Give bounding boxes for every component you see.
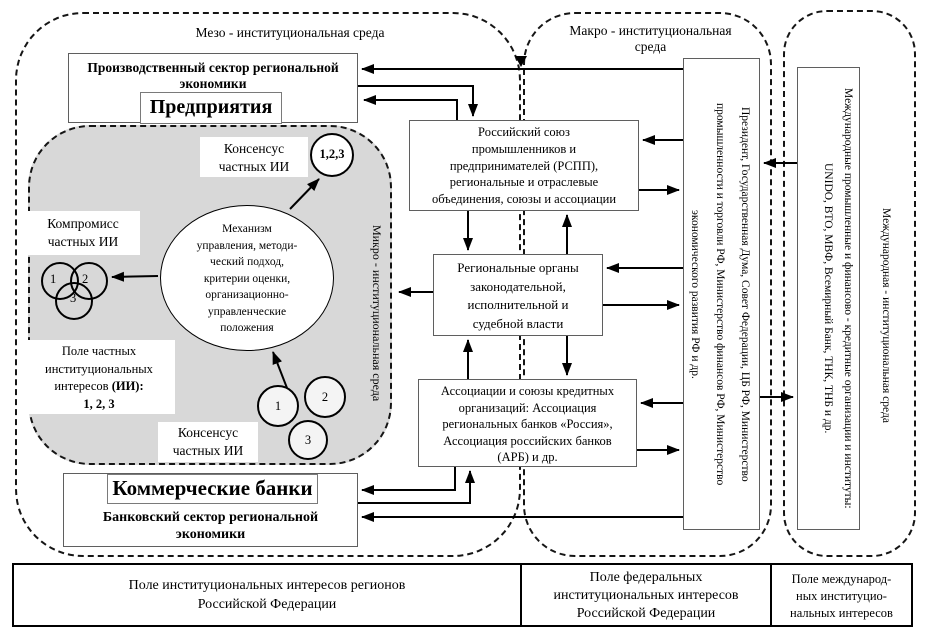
footer-regional-interests-box: Поле институциональных интересов регионов Российской Федерации: [12, 563, 522, 627]
bottom-circle-3: 3: [288, 420, 328, 460]
macro-region-label-line2: среда: [634, 39, 667, 54]
mechanism-ellipse: Механизм управления, методи- ческий подход, критерии оценки, организационно- управленческие положения: [160, 205, 334, 351]
consensus-top-line2: частных ИИ: [218, 159, 290, 174]
production-sector-line2: экономики: [179, 76, 247, 91]
macro-region-label: [558, 23, 743, 55]
venn-label-1: 1: [50, 272, 57, 286]
venn-label-2: 2: [82, 272, 89, 286]
consensus-bottom-line2: частных ИИ: [172, 443, 244, 458]
footer-federal-interests-box: Поле федеральных институциональных интересов Российской Федерации: [520, 563, 772, 627]
compromise-label: [26, 211, 140, 255]
enterprises-box: Предприятия: [140, 92, 282, 124]
banking-sector-line1: Банковский сектор региональной: [102, 510, 319, 525]
meso-region-label: Мезо - институциональная среда: [195, 25, 385, 40]
regional-authorities-box: Региональные органы законодательной, исполнительной и судебной власти: [433, 254, 603, 336]
footer-international-interests-box: Поле международ- ных институцио- нальных интересов: [770, 563, 913, 627]
international-region-label: Международная - институциональная среда: [880, 207, 892, 423]
bottom-circle-2: 2: [304, 376, 346, 418]
international-organizations-box: Международные промышленные и финансово - кредитные организации и институты: UNIDO, ВТО, МВФ, Всемирный Банк, ТНК, ТНБ и др.: [797, 67, 860, 530]
consensus-bottom-label: [158, 422, 258, 462]
consensus-top-line1: Консенсус: [223, 141, 285, 156]
venn-label-3: 3: [70, 291, 77, 305]
production-sector-line1: Производственный сектор региональной: [87, 60, 339, 75]
macro-region-label-line1: Макро - институциональная: [569, 23, 732, 38]
consensus-bottom-line1: Консенсус: [177, 425, 239, 440]
commercial-banks-box: Коммерческие банки: [107, 474, 318, 504]
consensus-top-circle: 1,2,3: [310, 133, 354, 177]
rspp-box: Российский союз промышленников и предпринимателей (РСПП), региональные и отраслевые объединения, союзы и ассоциации: [409, 120, 639, 211]
government-bodies-box: Президент, Государственная Дума, Совет Федерации, ЦБ РФ, Министерство промышленности и торговли РФ, Министерство финансов РФ, Министерство экономического развития РФ и др.: [683, 58, 760, 530]
compromise-line1: Компромисс: [47, 216, 119, 231]
private-interests-field-box: Поле частных институциональных интересов (ИИ): 1, 2, 3: [23, 340, 175, 414]
credit-associations-box: Ассоциации и союзы кредитных организаций: Ассоциация региональных банков «Россия», Ассоциация российских банков (АРБ) и др.: [418, 379, 637, 467]
micro-region-label: Микро - институциональная среда: [370, 224, 384, 402]
banking-sector-line2: экономики: [175, 527, 246, 542]
consensus-top-label: [200, 137, 308, 177]
bottom-circle-1: 1: [257, 385, 299, 427]
compromise-line2: частных ИИ: [47, 234, 119, 249]
